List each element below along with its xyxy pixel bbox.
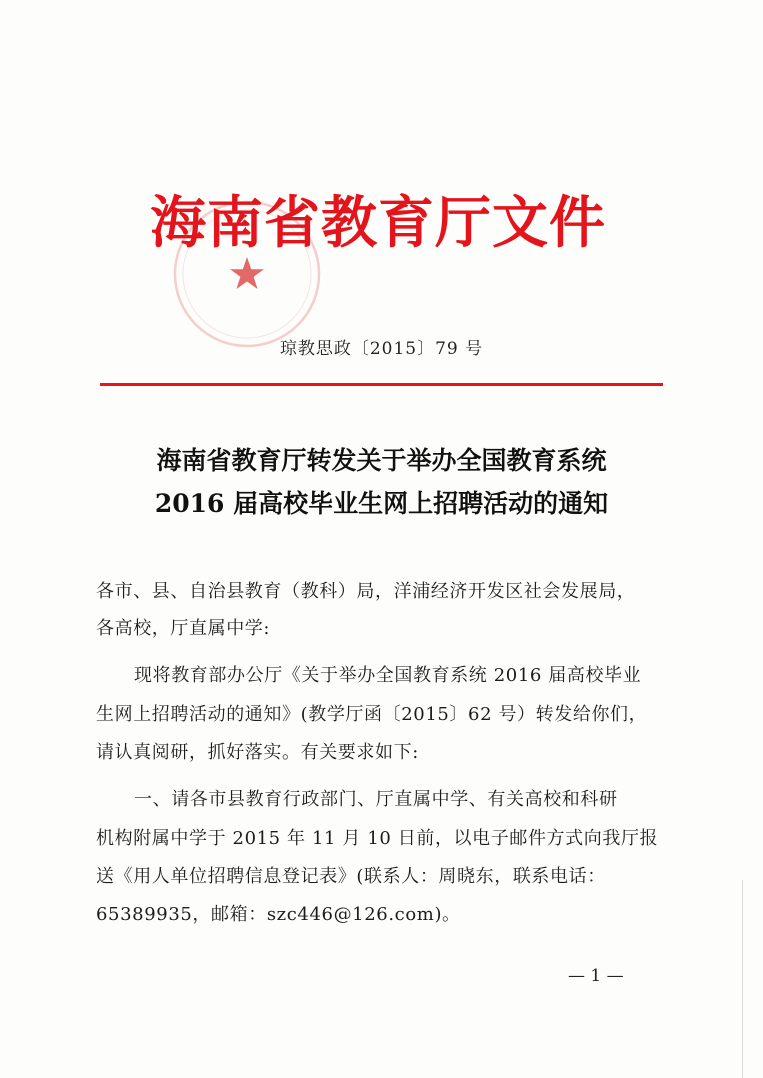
star-icon: [230, 257, 264, 289]
header-divider: [100, 383, 663, 386]
body-line: 送《用人单位招聘信息登记表》(联系人：周晓东，联系电话：: [96, 866, 606, 887]
document-title-line-1: 海南省教育厅转发关于举办全国教育系统: [156, 446, 607, 475]
body-line: 机构附属中学于 2015 年 11 月 10 日前，以电子邮件方式向我厅报: [96, 828, 659, 849]
body-line: 请认真阅研，抓好落实。有关要求如下:: [96, 742, 419, 763]
body-line: 生网上招聘活动的通知》(教学厅函〔2015〕62 号）转发给你们，: [96, 704, 648, 725]
scan-edge-line: [742, 880, 743, 1078]
body-line: 各高校，厅直属中学:: [96, 618, 271, 639]
body-line: 65389935，邮箱：szc446@126.com)。: [96, 904, 461, 925]
document-number: 琼教思政〔2015〕79 号: [279, 339, 484, 359]
document-title-line-2: 2016 届高校毕业生网上招聘活动的通知: [154, 489, 609, 518]
body-line: 现将教育部办公厅《关于举办全国教育系统 2016 届高校毕业: [134, 665, 642, 686]
body-line: 各市、县、自治县教育（教科）局，洋浦经济开发区社会发展局，: [96, 581, 636, 602]
document-header-title: 海南省教育厅文件: [150, 190, 606, 256]
body-line: 一、请各市县教育行政部门、厅直属中学、有关高校和科研: [134, 789, 618, 810]
page-number: — 1 —: [568, 966, 624, 986]
